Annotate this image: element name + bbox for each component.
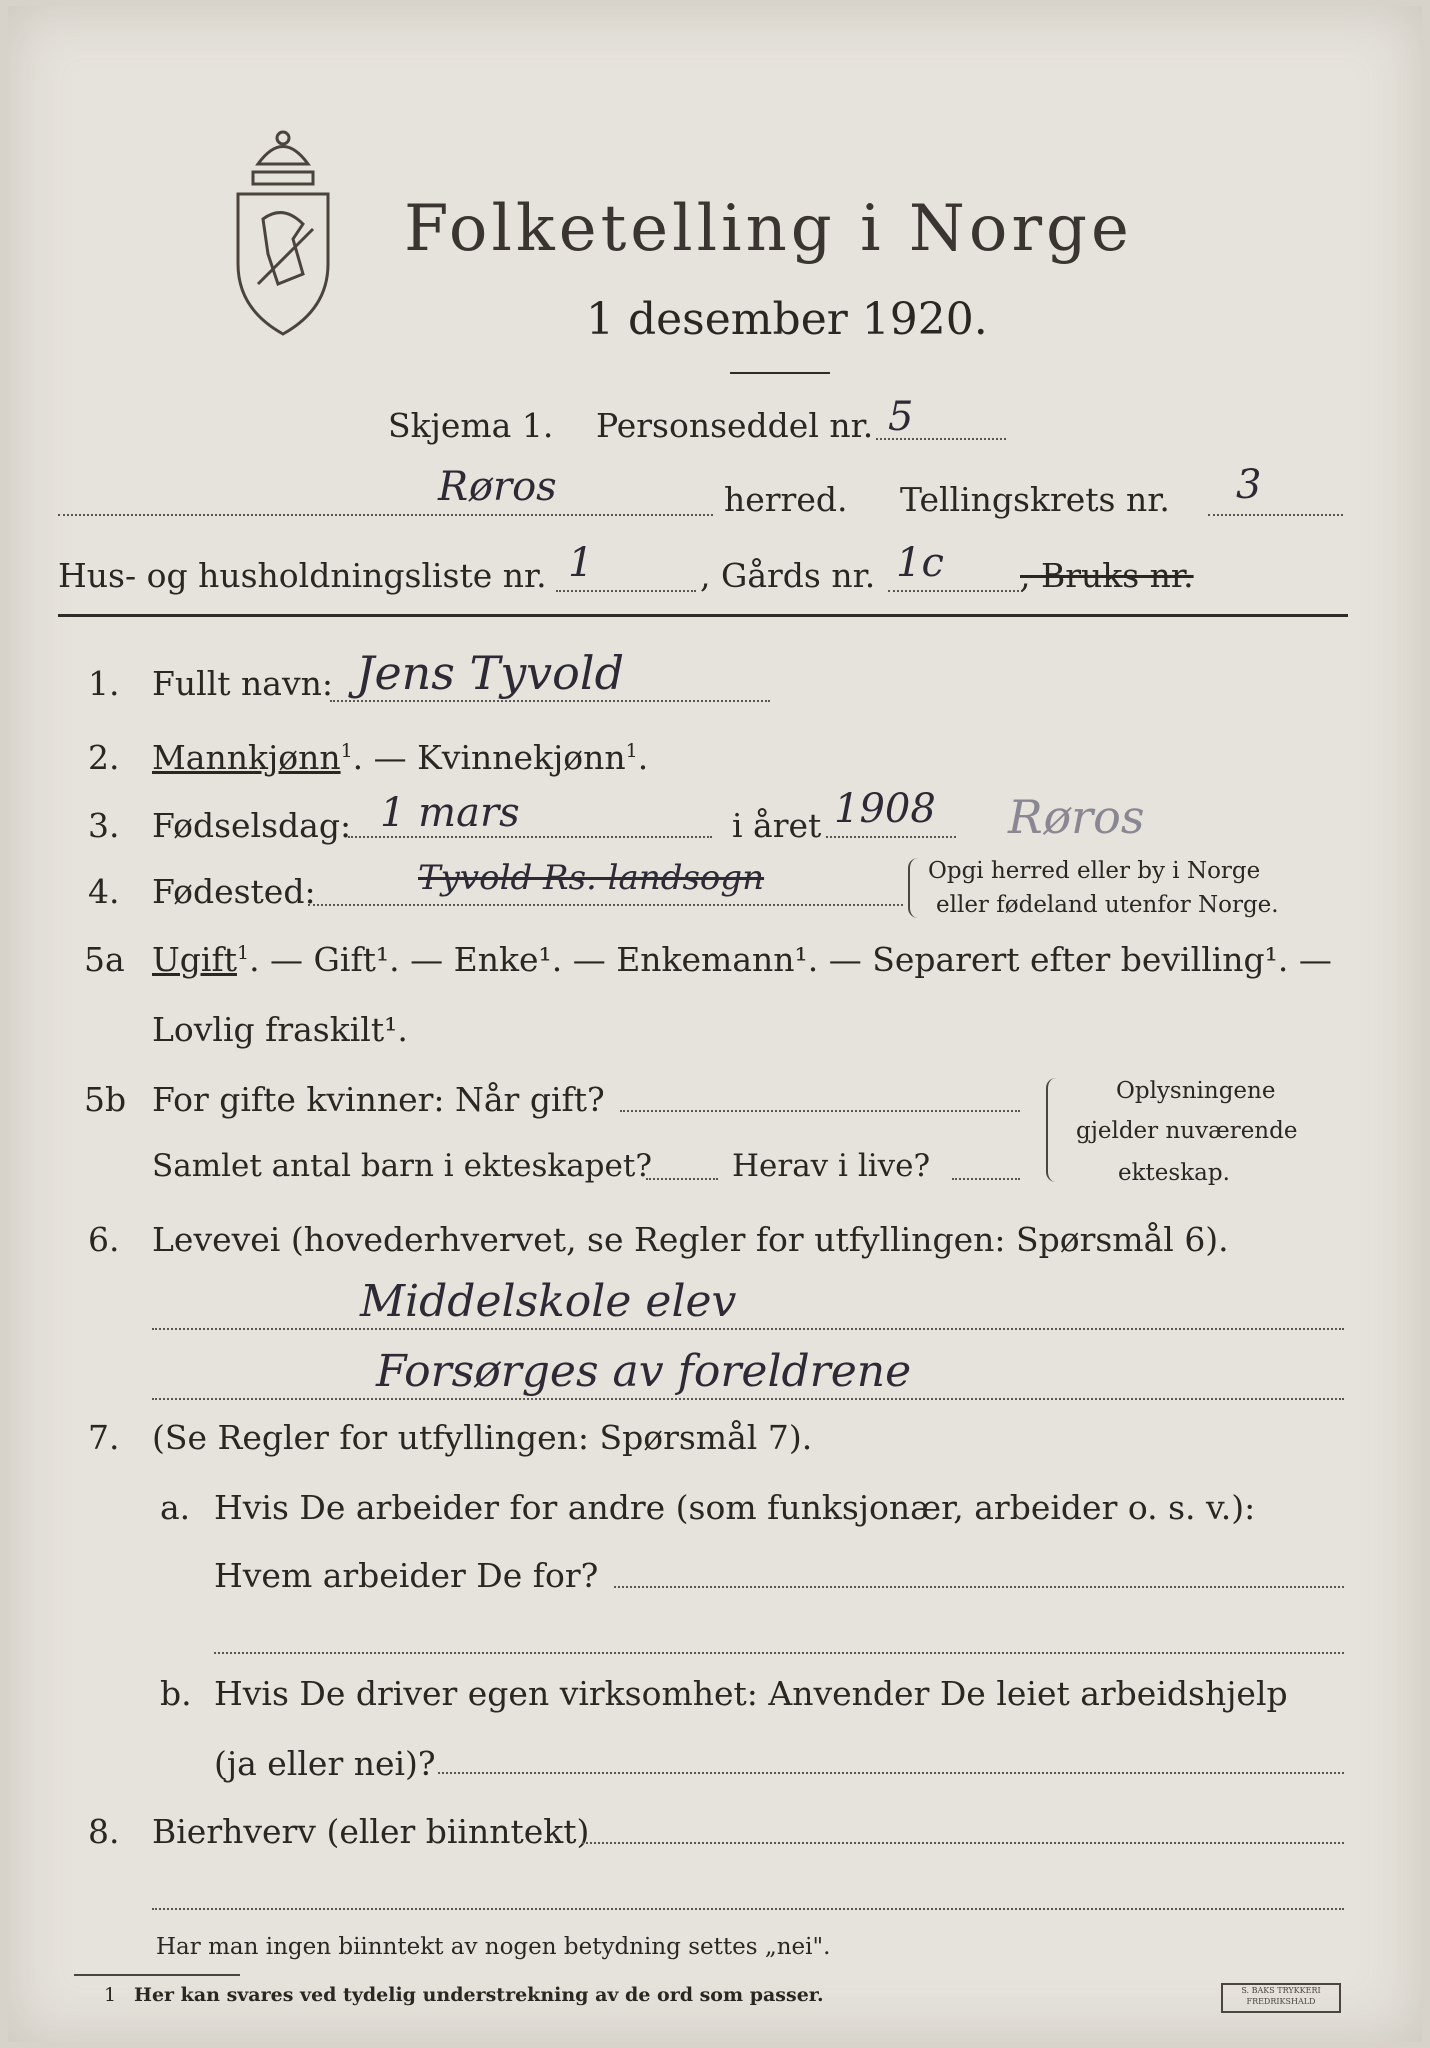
q1-label: Fullt navn: [152,664,333,703]
occupation-value-line1[interactable]: Middelskole elev [360,1276,737,1327]
q5b-note-line3: ekteskap. [1118,1160,1230,1186]
printer-stamp: S. BAKS TRYKKERI FREDRIKSHALD [1221,1983,1341,2013]
q7b-line2-label: (ja eller nei)? [214,1744,436,1783]
bruks-label: , Bruks nr. [1020,556,1194,595]
q6-line1 [152,1328,1344,1330]
census-date: 1 desember 1920. [586,294,988,345]
female-option[interactable]: . — Kvinnekjønn [352,738,626,777]
q6-number: 6. [88,1220,120,1259]
gards-field-line [888,590,1023,592]
coat-of-arms-emblem [218,124,348,339]
q7a-employer-line [614,1586,1344,1588]
hus-field-line [556,590,696,592]
herred-field-line [58,514,713,516]
q7-label: (Se Regler for utfyllingen: Spørsmål 7). [152,1418,813,1457]
q3-label: Fødselsdag: [152,806,352,845]
q2-options: Mannkjønn$^1$. — Kvinnekjønn$^1$. [152,738,649,777]
footnote-text: Her kan svares ved tydelig understrekning av de ord som passer. [134,1984,824,2006]
male-option[interactable]: Mannkjønn [152,738,341,777]
form-title: Folketelling i Norge [404,192,1133,266]
q5a-number: 5a [84,940,125,979]
tellingskrets-label: Tellingskrets nr. [900,480,1170,519]
q8-answer-line2 [152,1908,1344,1910]
q1-field-line [330,700,770,702]
q4-field-line [308,904,903,906]
occupation-value-line2[interactable]: Forsørges av foreldrene [376,1346,912,1397]
q8-label: Bierhverv (eller biinntekt) [152,1812,590,1851]
personseddel-label: Personseddel nr. [596,406,874,445]
q7b-label: Hvis De driver egen virksomhet: Anvender De leiet arbeidshjelp [214,1674,1288,1713]
q4-note-brace [908,858,920,918]
tellingskrets-field-line [1208,514,1343,516]
birth-year-value[interactable]: 1908 [834,786,936,832]
q5b-alive-line [952,1178,1020,1180]
marital-status-options[interactable]: . — Gift¹. — Enke¹. — Enkemann¹. — Separert efter bevilling¹. — [249,940,1332,979]
q7a-label: Hvis De arbeider for andre (som funksjonær, arbeider o. s. v.): [214,1488,1256,1527]
birthplace-pencil-note: Røros [1008,790,1145,844]
q8-number: 8. [88,1812,120,1851]
q8-answer-line [582,1842,1344,1844]
q5a-line2[interactable]: Lovlig fraskilt¹. [152,1010,408,1049]
skjema-label: Skjema 1. [388,406,554,445]
birthday-value[interactable]: 1 mars [380,790,520,836]
personseddel-field-line [876,438,1006,440]
footer-note: Har man ingen biinntekt av nogen betydning settes „nei". [156,1934,831,1960]
gards-label: , Gårds nr. [700,556,876,595]
hus-label: Hus- og husholdningsliste nr. [58,556,547,595]
herred-value[interactable]: Røros [438,464,557,510]
q2-number: 2. [88,738,120,777]
q4-label: Fødested: [152,872,316,911]
q7b-answer-line [438,1772,1344,1774]
q5b-married-line [620,1110,1020,1112]
gards-value[interactable]: 1c [896,540,944,586]
q4-note-line1: Opgi herred eller by i Norge [928,858,1261,884]
q5b-note-line2: gjelder nuværende [1076,1118,1298,1144]
q7a-line2-label: Hvem arbeider De for? [214,1556,599,1595]
q5b-alive-label: Herav i live? [732,1148,931,1184]
footnote-divider [74,1974,240,1976]
q4-number: 4. [88,872,120,911]
q5b-children-label: Samlet antal barn i ekteskapet? [152,1148,652,1184]
q7a-letter: a. [160,1488,191,1527]
q4-note-line2: eller fødeland utenfor Norge. [936,892,1279,918]
unmarried-option[interactable]: Ugift [152,940,237,979]
q5b-note-line1: Oplysningene [1116,1078,1276,1104]
q7a-employer-line2 [214,1652,1344,1654]
q3-number: 3. [88,806,120,845]
herred-label: herred. [724,480,848,519]
q5b-label: For gifte kvinner: Når gift? [152,1080,605,1119]
tellingskrets-value[interactable]: 3 [1236,462,1262,508]
q7b-letter: b. [160,1674,192,1713]
full-name-value[interactable]: Jens Tyvold [356,646,625,700]
title-divider [730,372,830,374]
personseddel-value[interactable]: 5 [888,394,914,440]
q5b-children-line [646,1178,718,1180]
q3-year-line [826,836,956,838]
header-rule [58,614,1348,617]
q5b-note-brace [1046,1078,1058,1182]
footnote-mark: 1 [104,1984,117,2006]
hus-value[interactable]: 1 [568,540,594,586]
q5a-options: Ugift$^1$. — Gift¹. — Enke¹. — Enkemann¹. — Separert efter bevilling¹. — [152,940,1332,979]
q1-number: 1. [88,664,120,703]
q7-number: 7. [88,1418,120,1457]
q6-label: Levevei (hovederhvervet, se Regler for utfyllingen: Spørsmål 6). [152,1220,1229,1259]
q3-year-label: i året [732,806,822,845]
q3-field-line [348,836,712,838]
q6-line2 [152,1398,1344,1400]
birthplace-value[interactable]: Tyvold Rs. landsogn [418,858,765,898]
q5b-number: 5b [84,1080,127,1119]
census-form-page [8,6,1422,2042]
